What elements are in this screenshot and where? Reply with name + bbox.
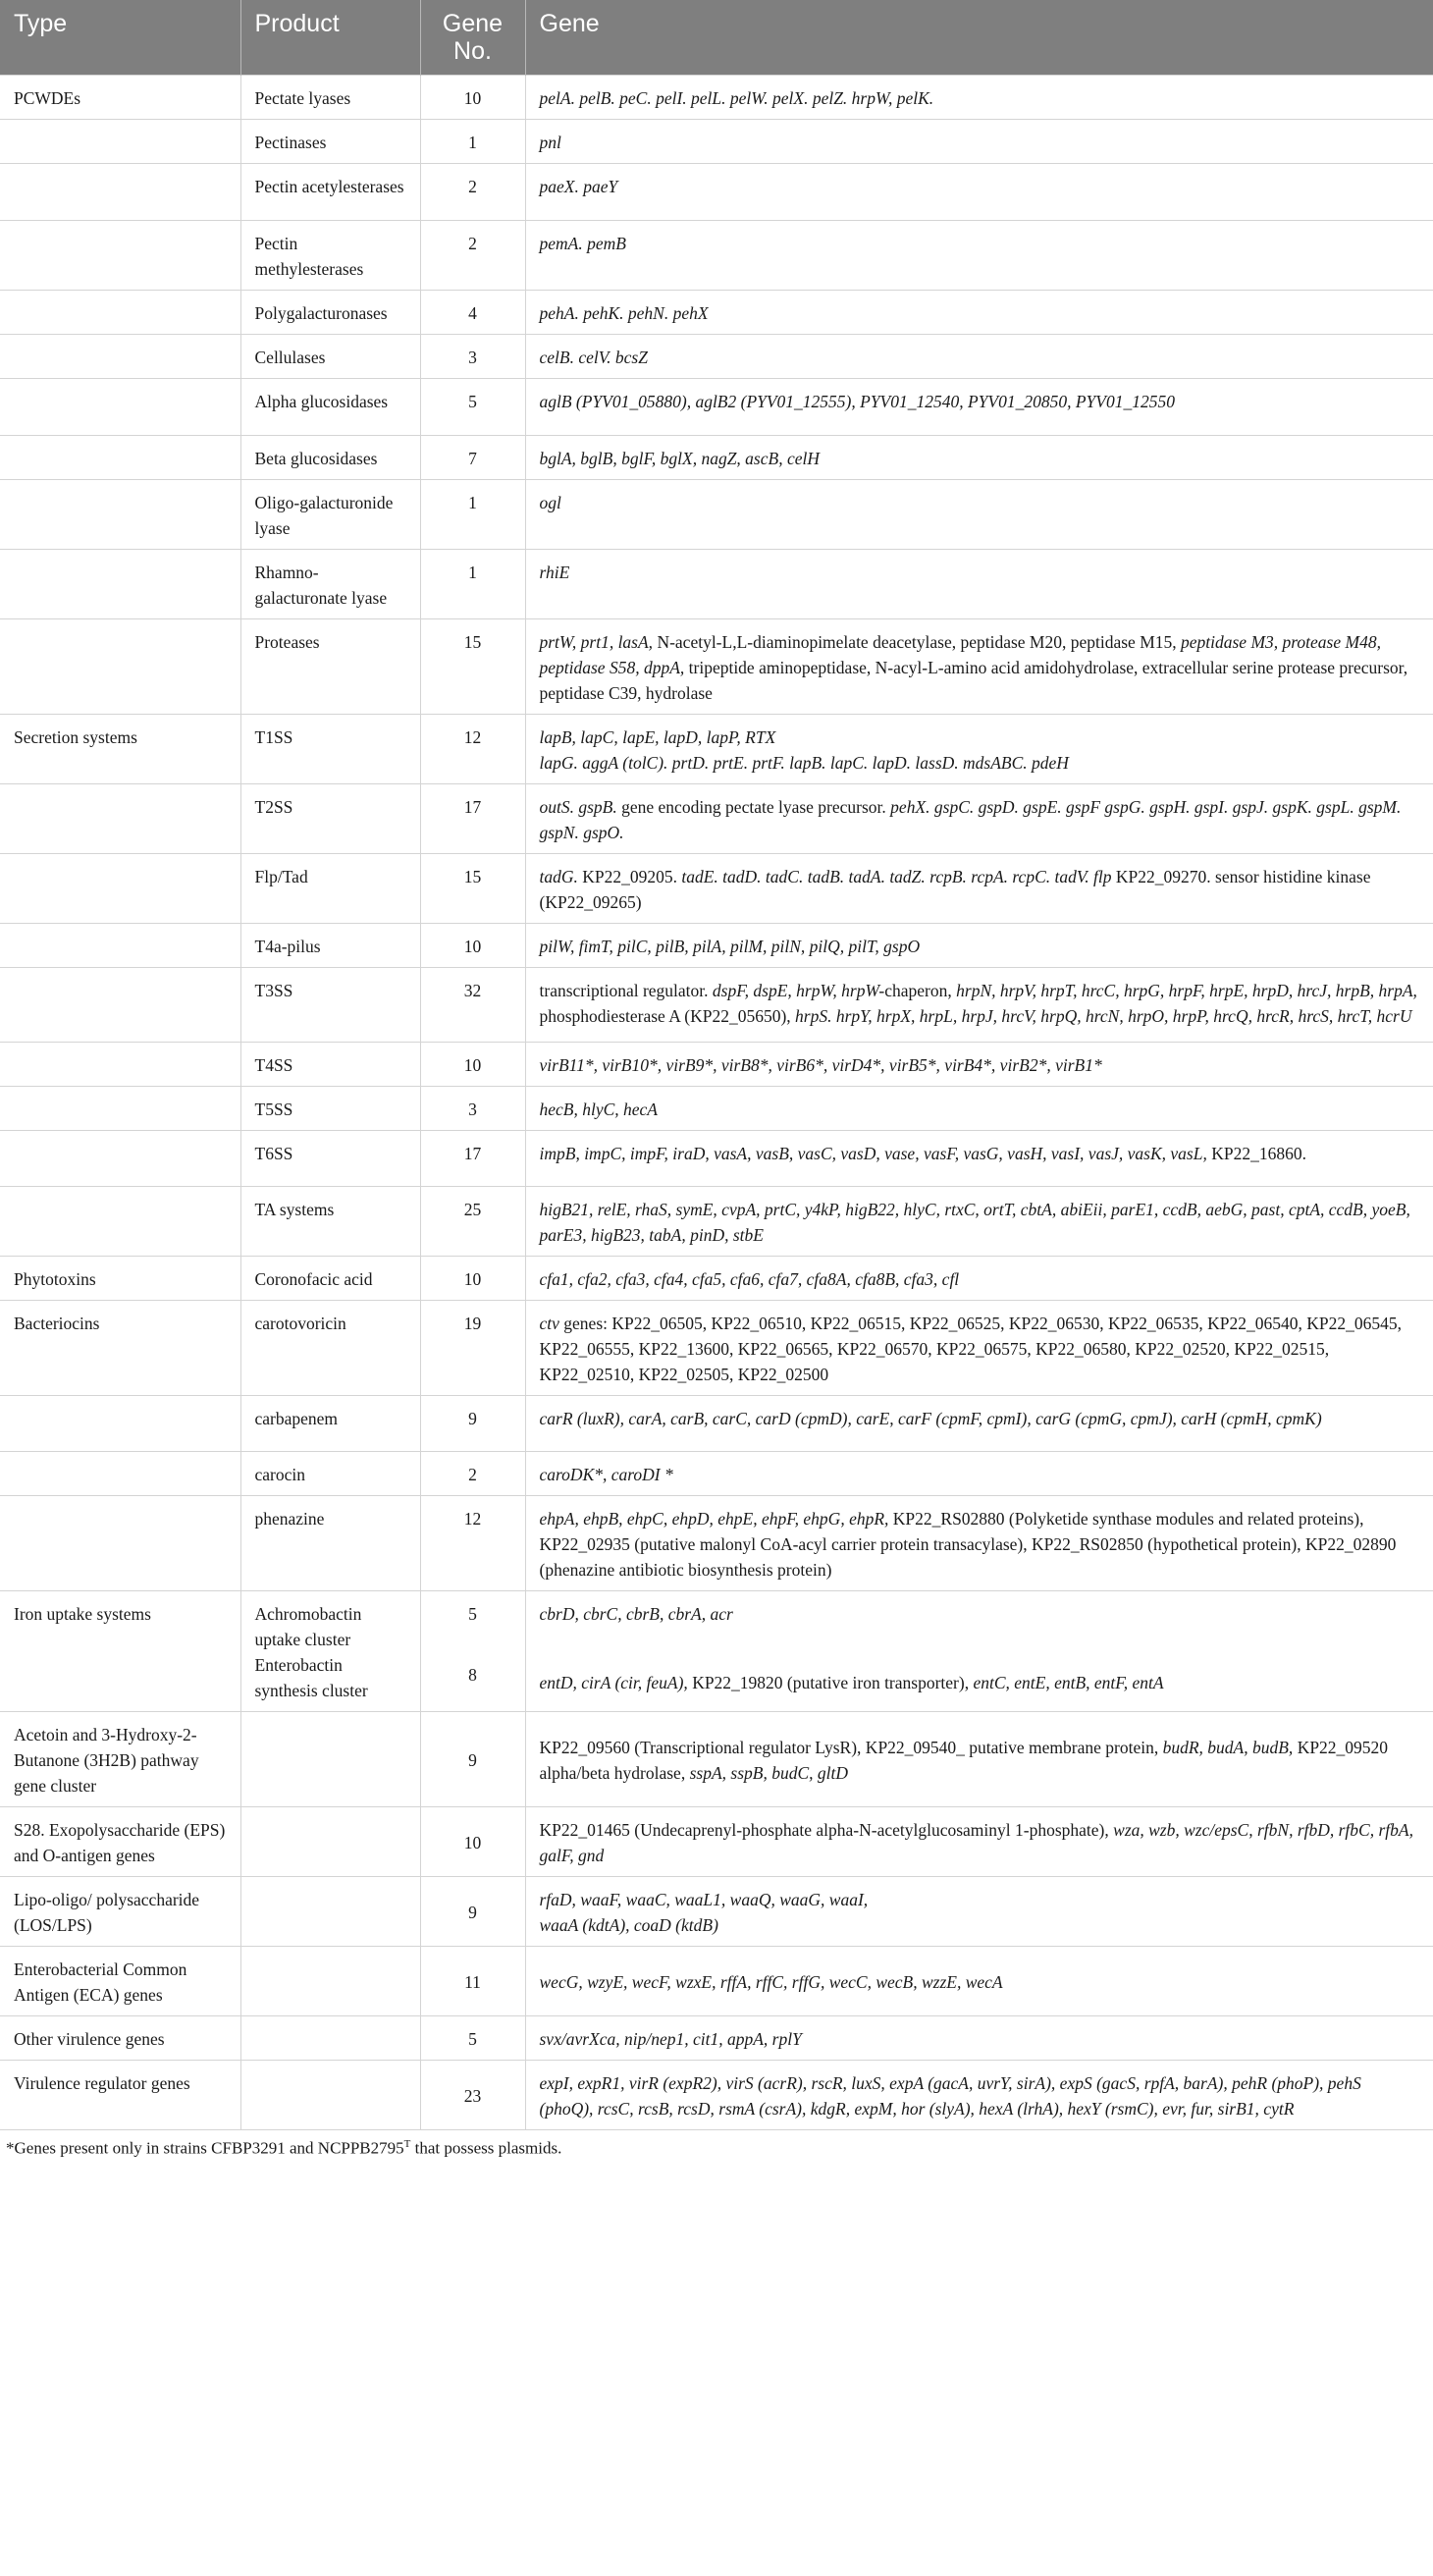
table-row [0, 1947, 1433, 2016]
cell-gene-no: 25 [420, 1187, 525, 1257]
cell-gene [525, 550, 1433, 619]
cell-product: Pectin acetylesterases [240, 164, 420, 221]
gene-segment: KP22_16860. [1211, 1144, 1306, 1163]
table-row [0, 76, 1433, 120]
cell-type [0, 291, 240, 335]
cell-type [0, 854, 240, 924]
cell-gene [525, 76, 1433, 120]
gene-segment: lapG. aggA (tolC). prtD. prtE. prtF. lapB. lapC. lapD. lassD. mdsABC. pdeH [539, 753, 1069, 773]
gene-segment: phosphodiesterase A (KP22_05650), [539, 1006, 796, 1026]
cell-gene-no: 1 [420, 120, 525, 164]
cell-gene-no: 3 [420, 335, 525, 379]
cell-gene-no: 19 [420, 1301, 525, 1396]
table-row [0, 1043, 1433, 1087]
cell-gene-no: 1 [420, 480, 525, 550]
cell-gene-no: 5 [420, 2016, 525, 2061]
cell-gene [525, 1496, 1433, 1591]
cell-product: T5SS [240, 1087, 420, 1131]
cell-gene [525, 2016, 1433, 2061]
gene-segment: ehpA, ehpB, ehpC, ehpD, ehpE, ehpF, ehpG, ehpR, [539, 1509, 893, 1529]
gene-segment: pehX. gspC. gspD. gspE. gspF gspG. gspH. gspI. gspJ. gspK. gspL. gspM. gspN. gspO. [539, 797, 1402, 842]
cell-gene [525, 619, 1433, 715]
gene-segment: higB21, relE, rhaS, symE, cvpA, prtC, y4kP, higB22, hlyC, rtxC, ortT, cbtA, abiEii, parE1, ccdB, aebG, past, cptA, ccdB, yoeB, parE3, higB23, tabA, pinD, stbE [539, 1200, 1410, 1245]
gene-segment: prtW, prt1, lasA, [539, 632, 658, 652]
table-row [0, 924, 1433, 968]
table-row [0, 550, 1433, 619]
cell-type: Virulence regulator genes [0, 2061, 240, 2130]
table-body [0, 76, 1433, 2130]
table-row [0, 1452, 1433, 1496]
cell-gene-no: 11 [420, 1947, 525, 2016]
table-row [0, 715, 1433, 784]
cell-product: Rhamno-galacturonate lyase [240, 550, 420, 619]
cell-product [240, 1877, 420, 1947]
table-row [0, 2016, 1433, 2061]
cell-gene-no: 15 [420, 854, 525, 924]
cell-type [0, 550, 240, 619]
table-row [0, 1496, 1433, 1591]
gene-segment: tadG. [539, 867, 583, 886]
cell-gene [525, 1877, 1433, 1947]
cell-product [240, 1807, 420, 1877]
cell-gene [525, 715, 1433, 784]
gene-segment: tripeptide aminopeptidase, N-acyl-L-amino acid amidohydrolase, extracellular serine protease precursor, peptidase C39, hydrolase [539, 658, 1408, 703]
gene-segment: lapB, lapC, lapE, lapD, lapP, RTX [539, 727, 776, 747]
cell-product: Pectin methylesterases [240, 221, 420, 291]
cell-type [0, 221, 240, 291]
cell-gene-no: 10 [420, 76, 525, 120]
gene-segment: expI, expR1, virR (expR2), virS (acrR), rscR, luxS, expA (gacA, uvrY, sirA), expS (gacS, rpfA, barA), pehR (phoP), pehS (phoQ), rcsC, rcsB, rcsD, rsmA (csrA), kdgR, expM, hor (slyA), hexA (lrhA), hexY (rsmC), evr, fur, sirB1, cytR [539, 2073, 1361, 2119]
gene-segment: KP22_01465 (Undecaprenyl-phosphate alpha-N-acetylglucosaminyl 1-phosphate), [539, 1820, 1114, 1840]
cell-gene-no: 23 [420, 2061, 525, 2130]
cell-gene-no: 17 [420, 784, 525, 854]
gene-segment: bglA, bglB, bglF, bglX, nagZ, ascB, celH [539, 449, 820, 468]
cell-product: Polygalacturonases [240, 291, 420, 335]
table-row [0, 1131, 1433, 1187]
cell-type [0, 1043, 240, 1087]
gene-segment: KP22_19820 (putative iron transporter), [692, 1673, 974, 1692]
table-row [0, 854, 1433, 924]
gene-segment: entC, entE, entB, entF, entA [973, 1673, 1164, 1692]
cell-gene-no: 12 [420, 715, 525, 784]
gene-segment: cfa1, cfa2, cfa3, cfa4, cfa5, cfa6, cfa7, cfa8A, cfa8B, cfa3, cfl [539, 1269, 960, 1289]
cell-gene [525, 854, 1433, 924]
gene-segment: KP22_RS02880 (Polyketide synthase modules and related proteins), KP22_02935 (putative malonyl CoA-acyl carrier protein transacylase), KP22_RS02850 (hypothetical protein), KP22_02890 (phenazine antibiotic biosynthesis protein) [539, 1509, 1397, 1580]
cell-gene [525, 291, 1433, 335]
gene-segment: dspF, dspE, hrpW, hrpW- [712, 981, 885, 1000]
cell-product: Pectate lyases [240, 76, 420, 120]
gene-segment: ctv [539, 1314, 564, 1333]
cell-type [0, 335, 240, 379]
cell-type [0, 436, 240, 480]
gene-segment: rfaD, waaF, waaC, waaL1, waaQ, waaG, waaI, [539, 1890, 869, 1909]
table-row [0, 784, 1433, 854]
cell-type [0, 968, 240, 1043]
cell-type [0, 619, 240, 715]
gene-segment: N-acetyl-L,L-diaminopimelate deacetylase, peptidase M20, peptidase M15, [657, 632, 1181, 652]
table-row [0, 379, 1433, 436]
cell-type [0, 379, 240, 436]
cell-product: TA systems [240, 1187, 420, 1257]
cell-gene [525, 1947, 1433, 2016]
cell-gene-no: 2 [420, 164, 525, 221]
cell-gene-no: 7 [420, 436, 525, 480]
cell-product [240, 1712, 420, 1807]
cell-type: Lipo-oligo/ polysaccharide (LOS/LPS) [0, 1877, 240, 1947]
cell-type: Phytotoxins [0, 1257, 240, 1301]
cell-gene-no: 17 [420, 1131, 525, 1187]
cell-gene [525, 436, 1433, 480]
cell-type [0, 1496, 240, 1591]
cell-gene [525, 924, 1433, 968]
cell-product: T4SS [240, 1043, 420, 1087]
cell-gene [525, 1652, 1433, 1712]
cell-product: Beta glucosidases [240, 436, 420, 480]
cell-type [0, 1131, 240, 1187]
cell-product: Achromobactin uptake cluster [240, 1591, 420, 1653]
cell-product: Enterobactin synthesis cluster [240, 1652, 420, 1712]
gene-segment: pilW, fimT, pilC, pilB, pilA, pilM, pilN, pilQ, pilT, gspO [539, 937, 921, 956]
cell-product: Cellulases [240, 335, 420, 379]
gene-segment: pelA. pelB. peC. pelI. pelL. pelW. pelX. pelZ. hrpW, pelK. [539, 88, 934, 108]
cell-product: Oligo-galacturonide lyase [240, 480, 420, 550]
header-gene: Gene [525, 0, 1433, 76]
gene-segment: KP22_09205. [582, 867, 682, 886]
table-row [0, 335, 1433, 379]
table-row [0, 1712, 1433, 1807]
gene-segment: transcriptional regulator. [539, 981, 713, 1000]
gene-segment: genes: KP22_06505, KP22_06510, KP22_06515, KP22_06525, KP22_06530, KP22_06535, KP22_06540, KP22_06545, KP22_06555, KP22_13600, KP22_06565, KP22_06570, KP22_06575, KP22_06580, KP22_02520, KP22_02515, KP22_02510, KP22_02505, KP22_02500 [539, 1314, 1402, 1384]
cell-product: T2SS [240, 784, 420, 854]
table-row [0, 480, 1433, 550]
gene-segment: sspA, sspB, budC, gltD [689, 1763, 848, 1783]
gene-segment: waaA (kdtA), coaD (ktdB) [539, 1915, 718, 1935]
header-product: Product [240, 0, 420, 76]
gene-segment: wza, wzb, wzc/epsC, rfbN, rfbD, rfbC, rfbA, galF, gnd [539, 1820, 1413, 1865]
gene-segment: celB. celV. bcsZ [539, 348, 648, 367]
gene-segment: outS. gspB. [539, 797, 622, 817]
cell-gene-no: 9 [420, 1396, 525, 1452]
cell-gene-no: 9 [420, 1877, 525, 1947]
cell-gene [525, 164, 1433, 221]
cell-product [240, 2061, 420, 2130]
table-row [0, 291, 1433, 335]
cell-type: Bacteriocins [0, 1301, 240, 1396]
cell-gene [525, 784, 1433, 854]
cell-type [0, 1187, 240, 1257]
cell-gene-no: 3 [420, 1087, 525, 1131]
gene-segment: entD, cirA (cir, feuA), [539, 1673, 693, 1692]
table-row [0, 1257, 1433, 1301]
cell-product: carotovoricin [240, 1301, 420, 1396]
cell-gene-no: 8 [420, 1652, 525, 1712]
cell-type [0, 924, 240, 968]
gene-segment: hrpS. hrpY, hrpX, hrpL, hrpJ, hrcV, hrpQ, hrcN, hrpO, hrpP, hrcQ, hrcR, hrcS, hrcT, hcrU [795, 1006, 1412, 1026]
cell-gene [525, 221, 1433, 291]
header-type: Type [0, 0, 240, 76]
cell-gene [525, 2061, 1433, 2130]
cell-type: Secretion systems [0, 715, 240, 784]
cell-type [0, 1396, 240, 1452]
cell-type: Enterobacterial Common Antigen (ECA) genes [0, 1947, 240, 2016]
gene-segment: wecG, wzyE, wecF, wzxE, rffA, rffC, rffG, wecC, wecB, wzzE, wecA [539, 1972, 1003, 1992]
gene-segment: pemA. pemB [539, 234, 626, 253]
cell-gene-no: 1 [420, 550, 525, 619]
cell-gene [525, 1087, 1433, 1131]
cell-product: Alpha glucosidases [240, 379, 420, 436]
cell-gene-no: 10 [420, 1807, 525, 1877]
cell-gene [525, 120, 1433, 164]
table-row [0, 619, 1433, 715]
gene-segment: cbrD, cbrC, cbrB, cbrA, acr [539, 1604, 733, 1624]
cell-gene-no: 5 [420, 379, 525, 436]
cell-gene [525, 1301, 1433, 1396]
cell-gene [525, 1187, 1433, 1257]
gene-segment: hrpN, hrpV, hrpT, hrcC, hrpG, hrpF, hrpE, hrpD, hrcJ, hrpB, hrpA, [956, 981, 1417, 1000]
table-header [0, 0, 1433, 76]
cell-product: Flp/Tad [240, 854, 420, 924]
cell-gene [525, 1131, 1433, 1187]
cell-gene [525, 1396, 1433, 1452]
cell-gene-no: 15 [420, 619, 525, 715]
table-row [0, 120, 1433, 164]
cell-gene [525, 335, 1433, 379]
cell-type: S28. Exopolysaccharide (EPS) and O-antigen genes [0, 1807, 240, 1877]
table-row [0, 164, 1433, 221]
cell-type [0, 164, 240, 221]
cell-gene [525, 480, 1433, 550]
cell-gene [525, 1452, 1433, 1496]
cell-gene-no: 12 [420, 1496, 525, 1591]
gene-segment: rhiE [539, 563, 570, 582]
cell-gene-no: 2 [420, 1452, 525, 1496]
gene-segment: carR (luxR), carA, carB, carC, carD (cpmD), carE, carF (cpmF, cpmI), carG (cpmG, cpmJ), carH (cpmH, cpmK) [539, 1409, 1322, 1428]
cell-product: T1SS [240, 715, 420, 784]
cell-product: carbapenem [240, 1396, 420, 1452]
cell-product: phenazine [240, 1496, 420, 1591]
gene-segment: svx/avrXca, nip/nep1, cit1, appA, rplY [539, 2029, 802, 2049]
cell-type: PCWDEs [0, 76, 240, 120]
gene-segment: hecB, hlyC, hecA [539, 1100, 659, 1119]
table-row [0, 1807, 1433, 1877]
table-row [0, 1087, 1433, 1131]
cell-gene-no: 10 [420, 924, 525, 968]
gene-segment: budR, budA, budB, [1162, 1738, 1298, 1757]
table-row [0, 1187, 1433, 1257]
gene-segment: peptidase M3, protease M48, peptidase S58, dppA, [539, 632, 1381, 677]
cell-product: Proteases [240, 619, 420, 715]
cell-product [240, 2016, 420, 2061]
cell-type: Other virulence genes [0, 2016, 240, 2061]
cell-gene [525, 379, 1433, 436]
cell-gene-no: 32 [420, 968, 525, 1043]
cell-gene [525, 1257, 1433, 1301]
cell-gene-no: 10 [420, 1043, 525, 1087]
cell-product: Pectinases [240, 120, 420, 164]
cell-gene-no: 5 [420, 1591, 525, 1653]
gene-segment: virB11*, virB10*, virB9*, virB8*, virB6*, virD4*, virB5*, virB4*, virB2*, virB1* [539, 1055, 1102, 1075]
table-row [0, 436, 1433, 480]
gene-segment: paeX. paeY [539, 177, 618, 196]
cell-gene-no: 9 [420, 1712, 525, 1807]
cell-product: carocin [240, 1452, 420, 1496]
cell-gene-no: 10 [420, 1257, 525, 1301]
table-row [0, 1301, 1433, 1396]
gene-segment: KP22_09520 alpha/beta hydrolase, [539, 1738, 1389, 1783]
gene-segment: pnl [539, 133, 561, 152]
cell-product: T4a-pilus [240, 924, 420, 968]
cell-gene [525, 1591, 1433, 1653]
cell-gene [525, 1712, 1433, 1807]
gene-segment: KP22_09270. sensor histidine kinase (KP22_09265) [539, 867, 1371, 912]
cell-gene [525, 968, 1433, 1043]
cell-type [0, 120, 240, 164]
cell-product: Coronofacic acid [240, 1257, 420, 1301]
gene-segment: caroDK*, caroDI * [539, 1465, 673, 1484]
table-row [0, 221, 1433, 291]
cell-product: T3SS [240, 968, 420, 1043]
cell-gene [525, 1807, 1433, 1877]
cell-product: T6SS [240, 1131, 420, 1187]
gene-segment: impB, impC, impF, iraD, vasA, vasB, vasC, vasD, vase, vasF, vasG, vasH, vasI, vasJ, vasK, vasL, [539, 1144, 1212, 1163]
gene-segment: KP22_09560 (Transcriptional regulator LysR), KP22_09540_ putative membrane protein, [539, 1738, 1163, 1757]
header-gene-no: Gene No. [420, 0, 525, 76]
gene-segment: pehA. pehK. pehN. pehX [539, 303, 709, 323]
cell-type [0, 1452, 240, 1496]
cell-type [0, 480, 240, 550]
cell-type [0, 1087, 240, 1131]
gene-segment: chaperon, [884, 981, 957, 1000]
gene-segment: ogl [539, 493, 561, 512]
table-row [0, 1396, 1433, 1452]
table-row [0, 968, 1433, 1043]
cell-type: Iron uptake systems [0, 1591, 240, 1712]
gene-segment: gene encoding pectate lyase precursor. [621, 797, 891, 817]
cell-type [0, 784, 240, 854]
cell-type: Acetoin and 3-Hydroxy-2-Butanone (3H2B) pathway gene cluster [0, 1712, 240, 1807]
cell-gene-no: 2 [420, 221, 525, 291]
cell-gene-no: 4 [420, 291, 525, 335]
cell-product [240, 1947, 420, 2016]
table-row [0, 2061, 1433, 2130]
gene-segment: aglB (PYV01_05880), aglB2 (PYV01_12555), PYV01_12540, PYV01_20850, PYV01_12550 [539, 392, 1175, 411]
table-row [0, 1591, 1433, 1653]
table-row [0, 1877, 1433, 1947]
footnote: *Genes present only in strains CFBP3291 and $NCPPB2795^T$ that possess plasmids. [6, 2138, 562, 2158]
cell-gene [525, 1043, 1433, 1087]
gene-segment: tadE. tadD. tadC. tadB. tadA. tadZ. rcpB. rcpA. rcpC. tadV. flp [681, 867, 1116, 886]
